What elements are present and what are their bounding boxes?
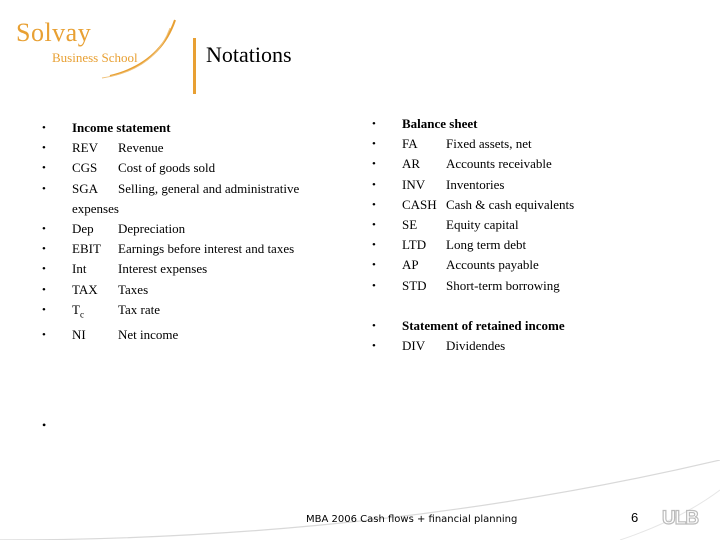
income-statement-heading: Income statement bbox=[72, 120, 171, 135]
bullet: • bbox=[372, 118, 376, 130]
item-desc: Interest expenses bbox=[118, 261, 208, 277]
bullet: • bbox=[42, 263, 46, 276]
bullet: • bbox=[372, 198, 376, 211]
item-abbr: CGS bbox=[72, 160, 98, 176]
bullet: • bbox=[372, 320, 376, 332]
item-abbr: DIV bbox=[402, 338, 426, 354]
list-item bbox=[372, 114, 642, 134]
item-abbr-base: T bbox=[72, 301, 80, 317]
bullet: • bbox=[372, 239, 376, 252]
bullet: • bbox=[42, 283, 46, 296]
bullet: • bbox=[42, 142, 46, 155]
item-abbr-subscript: c bbox=[79, 309, 84, 320]
item-desc: Cash & cash equivalents bbox=[446, 196, 575, 212]
list-item bbox=[372, 134, 642, 154]
item-abbr: LTD bbox=[402, 237, 427, 253]
item-abbr: TAX bbox=[72, 281, 98, 297]
list-item bbox=[372, 255, 642, 275]
list-item bbox=[372, 215, 642, 235]
item-desc: Long term debt bbox=[446, 237, 527, 253]
item-desc: Revenue bbox=[118, 140, 164, 156]
list-item bbox=[372, 316, 642, 336]
list-item bbox=[42, 118, 362, 138]
bullet: • bbox=[372, 259, 376, 272]
list-item bbox=[42, 138, 362, 158]
bullet: • bbox=[372, 279, 376, 292]
list-item bbox=[372, 336, 642, 356]
list-item bbox=[42, 179, 362, 199]
logo-subtitle: Business School bbox=[52, 50, 138, 65]
item-abbr: Int bbox=[72, 261, 87, 277]
item-desc: Accounts payable bbox=[446, 257, 539, 273]
item-desc-continuation: expenses bbox=[72, 200, 119, 216]
empty-bullet: • bbox=[42, 418, 47, 432]
list-item bbox=[42, 300, 362, 325]
item-desc: Dividendes bbox=[446, 338, 506, 354]
bullet: • bbox=[372, 219, 376, 232]
list-item-continuation bbox=[72, 199, 362, 219]
bullet: • bbox=[42, 223, 46, 236]
item-abbr: Dep bbox=[72, 221, 94, 237]
bullet: • bbox=[372, 158, 376, 171]
list-item bbox=[372, 195, 642, 215]
item-abbr: REV bbox=[72, 140, 98, 156]
item-abbr: SE bbox=[402, 217, 418, 233]
item-abbr: FA bbox=[402, 136, 418, 152]
bullet: • bbox=[42, 182, 46, 195]
slide-footer bbox=[0, 460, 720, 540]
list-item bbox=[42, 325, 362, 345]
bullet: • bbox=[42, 303, 46, 316]
item-desc: Inventories bbox=[446, 176, 505, 192]
page-title: Notations bbox=[206, 42, 292, 67]
bullet: • bbox=[42, 122, 46, 134]
item-desc: Selling, general and administrative bbox=[118, 180, 300, 196]
item-abbr: CASH bbox=[402, 196, 437, 212]
item-abbr: NI bbox=[72, 326, 86, 342]
list-item bbox=[42, 280, 362, 300]
item-abbr: STD bbox=[402, 277, 427, 293]
bullet: • bbox=[42, 243, 46, 256]
list-item bbox=[372, 235, 642, 255]
page-number: 6 bbox=[631, 510, 639, 525]
bullet: • bbox=[372, 340, 376, 353]
list-item bbox=[372, 154, 642, 174]
ulb-logo: ULB bbox=[662, 508, 699, 529]
bullet: • bbox=[372, 138, 376, 151]
list-item bbox=[42, 259, 362, 279]
bullet: • bbox=[42, 162, 46, 175]
retained-income-heading: Statement of retained income bbox=[402, 318, 565, 333]
item-abbr: INV bbox=[402, 176, 426, 192]
item-desc: Equity capital bbox=[446, 217, 519, 233]
retained-income-list bbox=[372, 316, 642, 356]
bullet: • bbox=[372, 178, 376, 191]
footer-curve-icon bbox=[0, 460, 720, 540]
solvay-logo bbox=[10, 14, 180, 84]
item-desc: Cost of goods sold bbox=[118, 160, 216, 176]
item-abbr: AP bbox=[402, 257, 419, 273]
footer-text: MBA 2006 Cash flows + financial planning bbox=[306, 514, 518, 525]
balance-sheet-list bbox=[372, 114, 642, 296]
logo-name: Solvay bbox=[16, 18, 92, 47]
item-desc: Accounts receivable bbox=[446, 156, 552, 172]
income-statement-list bbox=[42, 118, 362, 345]
balance-sheet-heading: Balance sheet bbox=[402, 116, 478, 131]
item-desc: Depreciation bbox=[118, 221, 186, 237]
item-desc: Taxes bbox=[118, 281, 149, 297]
item-abbr: SGA bbox=[72, 180, 99, 196]
item-abbr: EBIT bbox=[72, 241, 101, 257]
item-desc: Short-term borrowing bbox=[446, 277, 560, 293]
title-divider bbox=[193, 38, 196, 94]
item-desc: Net income bbox=[118, 326, 179, 342]
item-desc: Tax rate bbox=[118, 301, 161, 317]
bullet: • bbox=[42, 328, 46, 341]
item-abbr: AR bbox=[402, 156, 421, 172]
item-desc: Fixed assets, net bbox=[446, 136, 532, 152]
list-item bbox=[372, 175, 642, 195]
list-item bbox=[42, 219, 362, 239]
item-desc: Earnings before interest and taxes bbox=[118, 241, 295, 257]
item-abbr bbox=[72, 300, 118, 325]
list-item bbox=[42, 239, 362, 259]
list-item bbox=[42, 158, 362, 178]
list-item bbox=[372, 276, 642, 296]
